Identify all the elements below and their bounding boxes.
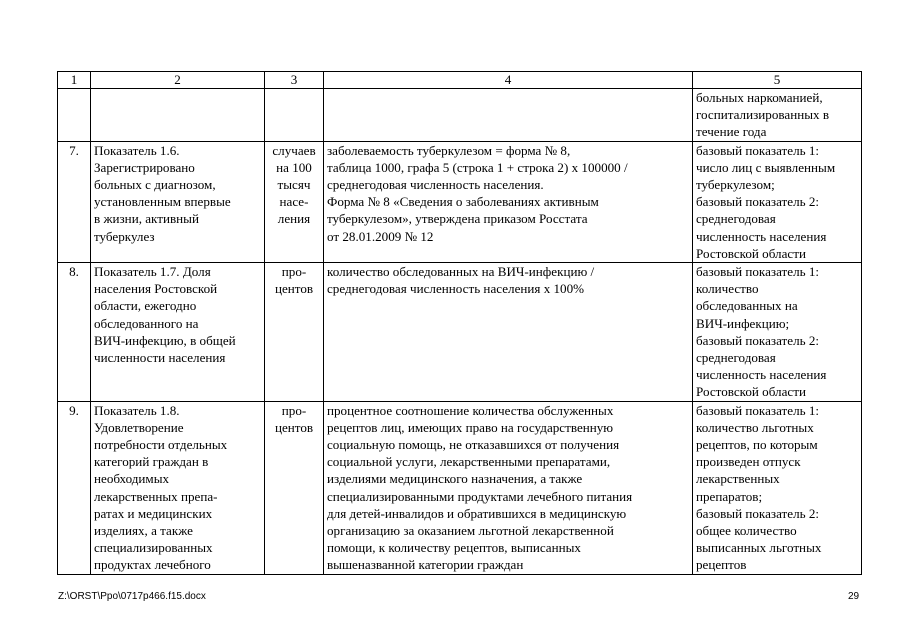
text-line: потребности отдельных — [94, 437, 228, 453]
cell-empty — [58, 89, 91, 142]
text-line: ВИЧ-инфекцию; — [696, 315, 790, 331]
text-line: области, ежегодно — [94, 298, 197, 314]
method-cell — [324, 141, 693, 262]
text-line: базовый показатель 2: — [696, 505, 820, 521]
text-line: численность населения — [696, 367, 827, 383]
text-line: препаратов; — [696, 488, 763, 504]
table-row-9 — [58, 401, 862, 574]
row-number: 9. — [58, 401, 91, 574]
text-line: численности населения — [94, 350, 226, 366]
text-line: для детей-инвалидов и обратившихся в медицинскую — [327, 505, 627, 521]
cell-empty — [324, 89, 693, 142]
text-line: социальной услуги, лекарственными препаратами, — [327, 454, 611, 470]
text-line: число лиц с выявленным — [696, 159, 836, 175]
text-line: процентное соотношение количества обслуженных — [327, 402, 614, 418]
header-col-5: 5 — [693, 72, 862, 89]
text-line: количество — [696, 281, 759, 297]
text-line: рецептов — [696, 557, 747, 573]
text-line: больных с диагнозом, — [94, 177, 216, 193]
text-line: заболеваемость туберкулезом = форма № 8, — [327, 142, 571, 158]
indicator-cell — [91, 263, 265, 402]
text-line: про- — [281, 264, 307, 280]
text-line: социальную помощь, не отказавшихся от получения — [327, 437, 620, 453]
text-line: Зарегистрировано — [94, 159, 195, 175]
indicator-cell — [91, 141, 265, 262]
text-line: центов — [274, 419, 314, 435]
text-line: центов — [274, 281, 314, 297]
text-line: базовый показатель 1: — [696, 402, 820, 418]
text-line: в жизни, активный — [94, 211, 199, 227]
header-col-1: 1 — [58, 72, 91, 89]
unit-cell — [265, 141, 324, 262]
footer-file-path: Z:\ORST\Ppo\0717p466.f15.docx — [58, 591, 206, 602]
cell-base-continuation — [693, 89, 862, 142]
text-line: от 28.01.2009 № 12 — [327, 228, 434, 244]
text-line: Удовлетворение — [94, 419, 184, 435]
text-line: рецептов лиц, имеющих право на государственную — [327, 419, 614, 435]
text-line: на 100 — [276, 159, 312, 175]
text-line: необходимых — [94, 471, 170, 487]
indicator-cell — [91, 401, 265, 574]
unit-cell — [265, 401, 324, 574]
text-line: вышеназванной категории граждан — [327, 557, 524, 573]
text-line: помощи, к количеству рецептов, выписанных — [327, 540, 581, 556]
text-line: течение года — [696, 124, 767, 140]
text-line: обследованного на — [94, 315, 199, 331]
text-line: базовый показатель 1: — [696, 264, 820, 280]
text-line: ления — [277, 211, 311, 227]
cell-empty — [265, 89, 324, 142]
text-line: Ростовской области — [696, 245, 806, 261]
unit-cell — [265, 263, 324, 402]
text-line: продуктах лечебного — [94, 557, 211, 573]
text-line: рецептов, по которым — [696, 437, 818, 453]
method-cell — [324, 401, 693, 574]
text-line: случаев — [272, 142, 316, 158]
text-line: базовый показатель 2: — [696, 332, 820, 348]
cell-empty — [91, 89, 265, 142]
text-line: Ростовской области — [696, 384, 806, 400]
table-row-continuation — [58, 89, 862, 142]
text-line: среднегодовая численность населения. — [327, 177, 544, 193]
text-line: тысяч — [277, 177, 311, 193]
text-line: организацию за оказанием льготной лекарственной — [327, 523, 614, 539]
text-line: туберкулез — [94, 228, 155, 244]
text-line: специализированных — [94, 540, 213, 556]
text-line: обследованных на — [696, 298, 798, 314]
text-line: больных наркоманией, — [696, 90, 823, 105]
text-line: Показатель 1.6. — [94, 142, 180, 158]
text-line: выписанных льготных — [696, 540, 822, 556]
text-line: туберкулезом; — [696, 177, 775, 193]
text-line: количество льготных — [696, 419, 814, 435]
header-col-2: 2 — [91, 72, 265, 89]
header-col-3: 3 — [265, 72, 324, 89]
text-line: лекарственных препа- — [94, 488, 218, 504]
method-cell — [324, 263, 693, 402]
text-line: численность населения — [696, 228, 827, 244]
base-indicators-cell — [693, 263, 862, 402]
text-line: изделиями медицинского назначения, а также — [327, 471, 583, 487]
text-line: Форма № 8 «Сведения о заболеваниях активным — [327, 194, 599, 210]
text-line: госпитализированных в — [696, 107, 830, 123]
text-line: общее количество — [696, 523, 797, 539]
text-line: Показатель 1.7. Доля — [94, 264, 211, 280]
text-line: изделиях, а также — [94, 523, 193, 539]
text-line: лекарственных — [696, 471, 780, 487]
table-header-row — [58, 72, 862, 89]
text-line: специализированными продуктами лечебного питания — [327, 488, 633, 504]
text-line: среднегодовая численность населения х 100% — [327, 281, 585, 297]
table-row-8 — [58, 263, 862, 402]
text-line: категорий граждан в — [94, 454, 209, 470]
base-indicators-cell — [693, 141, 862, 262]
text-line: среднегодовая — [696, 350, 776, 366]
text-line: Показатель 1.8. — [94, 402, 180, 418]
text-line: произведен отпуск — [696, 454, 801, 470]
table-row-7 — [58, 141, 862, 262]
text-line: установленным впервые — [94, 194, 231, 210]
text-line: туберкулезом», утверждена приказом Росстата — [327, 211, 588, 227]
base-indicators-cell — [693, 401, 862, 574]
indicators-table — [57, 71, 862, 575]
text-line: таблица 1000, графа 5 (строка 1 + строка 2) х 100000 / — [327, 159, 628, 175]
header-col-4: 4 — [324, 72, 693, 89]
text-line: количество обследованных на ВИЧ-инфекцию / — [327, 264, 595, 280]
row-number: 7. — [58, 141, 91, 262]
text-line: про- — [281, 402, 307, 418]
row-number: 8. — [58, 263, 91, 402]
text-line: ВИЧ-инфекцию, в общей — [94, 332, 236, 348]
text-line: базовый показатель 2: — [696, 194, 820, 210]
page-number: 29 — [848, 591, 860, 602]
text-line: насе- — [279, 194, 309, 210]
text-line: среднегодовая — [696, 211, 776, 227]
text-line: базовый показатель 1: — [696, 142, 820, 158]
text-line: населения Ростовской — [94, 281, 218, 297]
text-line: ратах и медицинских — [94, 505, 213, 521]
